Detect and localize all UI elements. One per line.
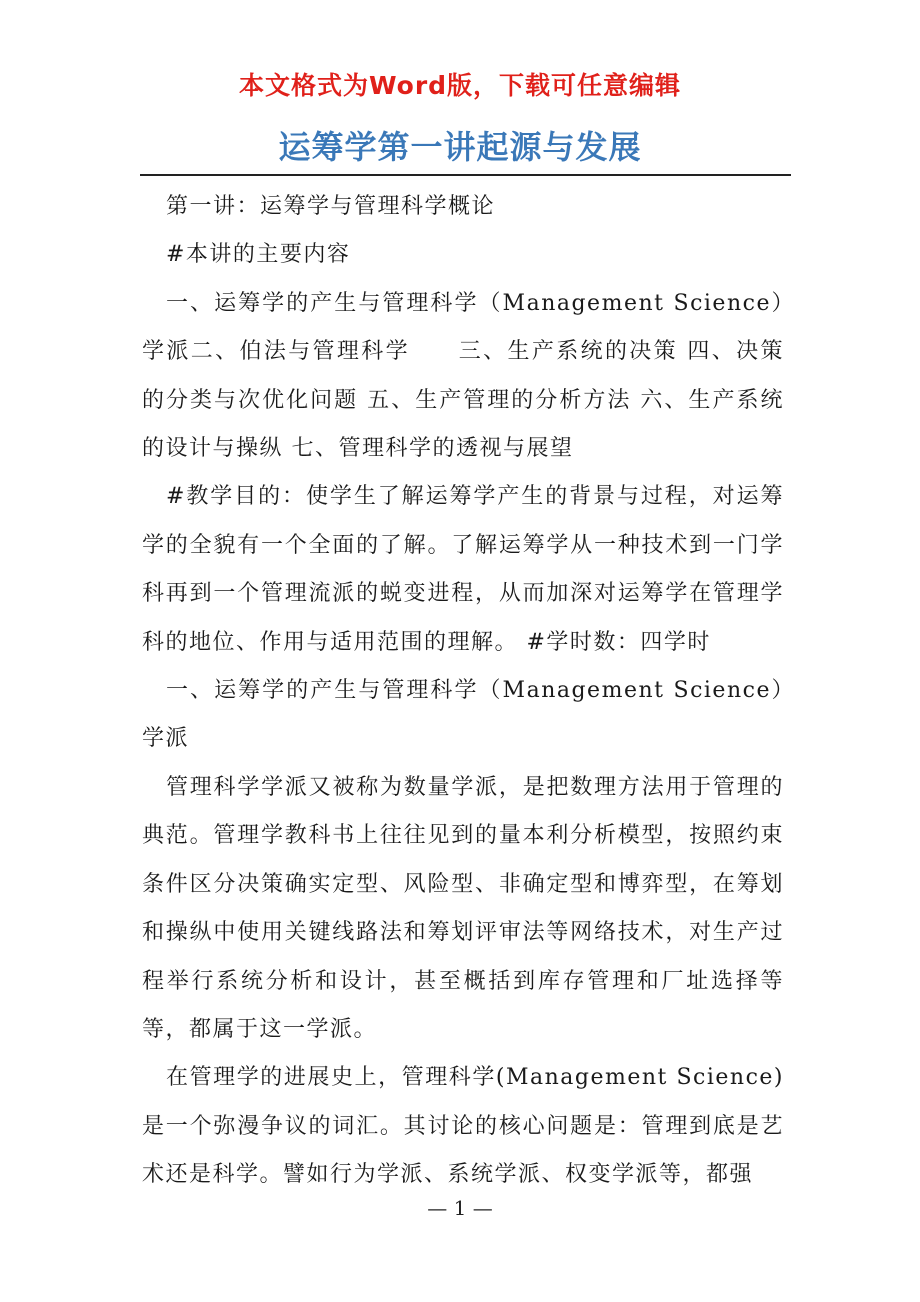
document-title: 运筹学第一讲起源与发展: [278, 128, 642, 166]
teaching-goal-paragraph: #教学目的：使学生了解运筹学产生的背景与过程，对运筹学的全貌有一个全面的了解。了解运筹学从一种技术到一门学科再到一个管理流派的蜕变进程，从而加深对运筹学在管理学科的地位、作用与适用范围的理解。 #学时数：四学时: [142, 484, 784, 655]
section-one-heading: 一、运筹学的产生与管理科学（Management Science）学派: [142, 678, 784, 752]
management-science-paragraph: 管理科学学派又被称为数量学派，是把数理方法用于管理的典范。管理学教科书上往往见到的量本利分析模型，按照约束条件区分决策确实定型、风险型、非确定型和博弈型，在筹划和操纵中使用关键线路法和筹划评审法等网络技术，对生产过程举行系统分析和设计，甚至概括到库存管理和厂址选择等等，都属于这一学派。: [142, 774, 784, 1042]
main-content-heading: #本讲的主要内容: [166, 242, 351, 268]
content-outline-paragraph: 一、运筹学的产生与管理科学（Management Science）学派二、伯法与管理科学 三、生产系统的决策 四、决策的分类与次优化问题 五、生产管理的分析方法 六、生产系统的设计与操纵 七、管理科学的透视与展望: [142, 290, 784, 462]
lecture-heading: 第一讲：运筹学与管理科学概论: [166, 194, 496, 219]
document-body: [142, 183, 784, 1200]
banner-notice: 本文格式为Word版，下载可任意编辑: [238, 71, 682, 100]
page-number: — 1 —: [427, 1196, 493, 1220]
history-paragraph: 在管理学的进展史上，管理科学(Management Science)是一个弥漫争议的词汇。其讨论的核心问题是：管理到底是艺术还是科学。譬如行为学派、系统学派、权变学派等，都强: [142, 1065, 784, 1188]
title-divider: [140, 174, 791, 176]
